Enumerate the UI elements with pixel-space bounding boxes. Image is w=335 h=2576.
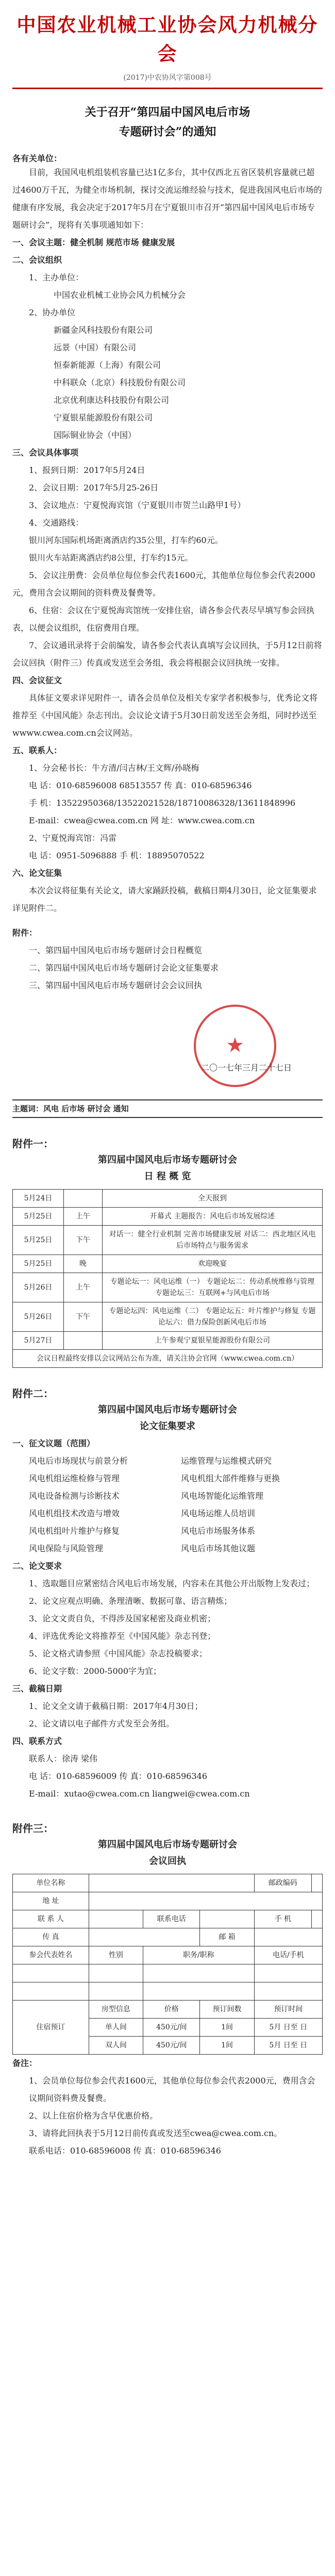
agenda-time	[64, 1332, 103, 1350]
essay-contact-line: E-mail：xutao@cwea.com.cn liangwei@cwea.com.cn	[29, 1789, 250, 1799]
agenda-content: 对话一：健全行业机制 完善市场健康发展 对话二：西北地区风电后市场特点与服务需求	[103, 1226, 323, 1255]
rep-title-field[interactable]	[143, 1964, 255, 1982]
form-label: 联 系 人	[13, 1910, 89, 1928]
requirement-item: 6、论文字数：2000-5000字为宜；	[29, 1666, 162, 1676]
section-organization: 二、会议组织	[12, 255, 62, 265]
note-item: 联系电话：010-68596008 传 真：010-68596346	[29, 2146, 221, 2156]
table-row	[13, 1874, 323, 1892]
rep-gender-field[interactable]	[89, 1982, 143, 2001]
topic-item: 风电机组运维检修与管理	[29, 1473, 120, 1483]
agenda-date: 5月26日	[13, 1302, 64, 1332]
agenda-time	[64, 1190, 103, 1208]
traffic-heading: 4、交通路线：	[29, 518, 84, 528]
topic-item: 风电机组大部件维修与更换	[181, 1473, 280, 1483]
table-row	[13, 2001, 323, 2019]
essay-contact-line: 联系人：徐涛 梁伟	[29, 1754, 98, 1764]
table-row	[13, 1946, 323, 1964]
rep-phone-field[interactable]	[254, 1964, 322, 1982]
essay-requirements-heading: 二、论文要求	[12, 1561, 62, 1571]
contact-line: 电 话：010-68596008 68513557 传 真：010-68596346	[29, 781, 252, 790]
requirement-item: 2、论文应观点明确、条理清晰、数据可靠、语言精炼；	[29, 1596, 232, 1606]
agenda-content: 开幕式 主题报告：风电后市场发展综述	[103, 1208, 323, 1226]
rep-phone-field[interactable]	[254, 1982, 322, 2001]
address-field[interactable]	[89, 1892, 322, 1910]
attachment2-label: 附件二：	[12, 1387, 54, 1400]
traffic-rail: 银川火车站距离酒店约8公里，打车约15元。	[29, 553, 193, 563]
agenda-content: 专题论坛一：风电运维（一） 专题论坛二：传动系统维修与管理 专题论坛三：互联网+与风电后市场	[103, 1273, 323, 1302]
agenda-date: 5月25日	[13, 1208, 64, 1226]
topic-item: 风电后市场服务体系	[181, 1526, 256, 1536]
topic-item: 风电后市场其他议题	[181, 1544, 256, 1553]
agenda-time: 下午	[64, 1302, 103, 1332]
agenda-time: 晚	[64, 1255, 103, 1273]
agenda-date: 5月25日	[13, 1226, 64, 1255]
attachment-item: 二、第四届中国风电后市场专题研讨会论文征集要求	[29, 963, 219, 973]
form-label: 手 机	[254, 1910, 311, 1928]
attachment-item: 三、第四届中国风电后市场专题研讨会会议回执	[29, 980, 203, 990]
section-essay: 四、会议征文	[12, 675, 62, 685]
requirement-item: 1、选取题目应紧密结合风电后市场发展，内容未在其他公开出版物上发表过；	[29, 1579, 315, 1588]
room-price: 450元/间	[143, 2037, 200, 2055]
co-organizer: 远景（中国）有限公司	[54, 343, 137, 352]
table-row	[13, 1332, 323, 1350]
form-label: 职务/职称	[143, 1946, 255, 1964]
intro-paragraph: 目前，我国风电机组装机容量已达1亿多台，其中仅西北五省区装机容量就已超过4600万千瓦，为健全市场机制，探讨交流运维经验与技术，促进我国风电后市场的健康有序发展，我会决定于2017年5月在宁夏银川市召开“第四届中国风电后市场专题研讨会”，现将有关事项通知如下：	[12, 167, 322, 230]
room-count[interactable]: 1间	[200, 2037, 254, 2055]
contact-line: 手 机：13522950368/13522021528/18710086328/13611848996	[29, 798, 296, 808]
section-contact: 五、联系人：	[12, 745, 62, 755]
requirement-item: 4、评选优秀论文将推荐至《中国风能》杂志刊登；	[29, 1631, 216, 1641]
form-label: 单位名称	[13, 1874, 89, 1892]
co-organizer-list	[12, 321, 323, 444]
room-time[interactable]: 5月 日至 日	[254, 2037, 322, 2055]
form-label: 地 址	[13, 1892, 89, 1910]
attachment2-subtitle: 论文征集要求	[140, 1421, 195, 1432]
topic-item: 风电后市场现状与前景分析	[29, 1456, 128, 1466]
agenda-date: 5月24日	[13, 1190, 64, 1208]
form-label: 预订间数	[200, 2001, 254, 2019]
phone-field[interactable]	[200, 1910, 254, 1928]
topic-item: 风电设备检测与诊断技术	[29, 1491, 120, 1501]
table-row	[13, 1982, 323, 2001]
form-label: 电话/手机	[254, 1946, 322, 1964]
form-label: 价格	[143, 2001, 200, 2019]
room-time[interactable]: 5月 日至 日	[254, 2019, 322, 2037]
table-row	[13, 1302, 323, 1332]
form-label: 联系电话	[143, 1910, 200, 1928]
keywords: 主题词：风电 后市场 研讨会 通知	[12, 1104, 129, 1113]
contact-field[interactable]	[89, 1910, 143, 1928]
attachment1-label: 附件一：	[12, 1138, 54, 1150]
sign-date: 二〇一七年三月二十七日	[200, 1063, 292, 1073]
room-type: 双人间	[89, 2037, 143, 2055]
contact-line: E-mail：cwea@cwea.com.cn 网 址：www.cwea.com.cn	[29, 816, 255, 825]
table-row	[13, 1190, 323, 1208]
co-organizer: 新疆金风科技股份有限公司	[54, 325, 153, 335]
agenda-date: 5月25日	[13, 1255, 64, 1273]
requirement-item: 5、论文格式请参照《中国风能》杂志投稿要求；	[29, 1649, 208, 1658]
seal-block	[12, 1005, 323, 1092]
essay-topics-heading: 一、征文议题（范围）	[12, 1438, 95, 1448]
topic-item: 风电场智能化运维管理	[181, 1491, 264, 1501]
form-label: 住宿预订	[13, 2001, 89, 2055]
requirement-item: 3、论文文责自负，不得涉及国家秘密及商业机密；	[29, 1614, 216, 1623]
attachment-item: 一、第四届中国风电后市场专题研讨会日程概览	[29, 945, 203, 955]
attachment-list	[12, 924, 323, 994]
essay-contact-heading: 四、联系方式	[12, 1736, 62, 1746]
table-row	[13, 1208, 323, 1226]
topic-item: 风电机组叶片维护与修复	[29, 1526, 120, 1536]
agenda-content: 欢迎晚宴	[103, 1255, 323, 1273]
co-organizer: 宁夏银星能源股份有限公司	[54, 413, 153, 422]
rep-name-field[interactable]	[13, 1982, 89, 2001]
fax-field[interactable]	[89, 1928, 200, 1946]
attachment3-label: 附件三：	[12, 1822, 54, 1835]
notice-title-line1: 关于召开“第四届中国风电后市场	[85, 106, 250, 119]
agenda-content: 专题论坛四：风电运维（二） 专题论坛五：叶片维护与修复 专题论坛六：借力保险创新风电后市场	[103, 1302, 323, 1332]
agenda-table	[12, 1189, 323, 1368]
notice-title-line2: 专题研讨会”的通知	[119, 125, 216, 139]
room-price: 450元/间	[143, 2019, 200, 2037]
rep-title-field[interactable]	[143, 1982, 255, 2001]
footer-rule-bottom	[12, 1117, 323, 1118]
agenda-time: 下午	[64, 1226, 103, 1255]
agenda-content: 全天报到	[103, 1190, 323, 1208]
co-organizer: 中科联众（北京）科技股份有限公司	[54, 378, 186, 387]
agenda-date: 5月27日	[13, 1332, 64, 1350]
form-label: 邮政编码	[254, 1874, 311, 1892]
section-details: 三、会议具体事项	[12, 448, 79, 457]
table-row	[13, 1255, 323, 1273]
rep-gender-field[interactable]	[89, 1964, 143, 1982]
topic-item: 风电机组技术改造与增效	[29, 1509, 120, 1518]
deadline-item: 2、论文请以电子邮件方式发至会务组。	[29, 1719, 175, 1728]
table-row	[13, 1892, 323, 1910]
agenda-date: 5月26日	[13, 1273, 64, 1302]
register-paragraph: 7、会议通讯录将于会前编发，请各参会代表认真填写会议回执，于5月12日前将会议回执（附件三）传真或发送至会务组，我会将根据会议回执统一安排。	[12, 640, 322, 668]
essay-deadline-paragraph: 本次会议将征集有关论文，请大家踊跃投稿，截稿日期4月30日，论文征集要求详见附件二。	[12, 886, 317, 913]
co-organizer: 恒泰新能源（上海）有限公司	[54, 360, 161, 370]
org-title: 中国农业机械工业协会风力机械分会	[16, 13, 319, 65]
note-item: 1、会员单位每位参会代表1600元，其他单位每位参会代表2000元，费用含会议期间资料费及餐费。	[29, 2076, 315, 2103]
topic-item: 风电保险与风险管理	[29, 1544, 104, 1553]
form-label: 性别	[89, 1946, 143, 1964]
attachment1-title: 第四届中国风电后市场专题研讨会	[98, 1155, 237, 1165]
table-row	[13, 1928, 323, 1946]
red-rule	[12, 88, 323, 89]
host-label: 1、主办单位：	[29, 273, 84, 282]
form-label: 邮 箱	[200, 1928, 254, 1946]
table-row	[13, 1350, 323, 1368]
table-row	[13, 1273, 323, 1302]
traffic-airport: 银川河东国际机场距离酒店约35公里，打车约60元。	[29, 535, 223, 545]
topic-item: 风电场运维人员培训	[181, 1509, 256, 1518]
form-label: 参会代表姓名	[13, 1946, 89, 1964]
topic-item: 运维管理与运维模式研究	[181, 1456, 272, 1466]
table-row	[13, 1964, 323, 1982]
agenda-note: 会议日程最终安排以会议网站公布为准，请关注协会官网（www.cwea.com.cn）	[13, 1350, 323, 1368]
notes-heading: 备注：	[12, 2058, 38, 2068]
note-item: 2、以上住宿价格为含早优惠价格。	[29, 2111, 158, 2121]
essay-paragraph: 具体征文要求详见附件一，请各会员单位及相关专家学者积极参与，优秀论文将推荐至《中国风能》杂志刊出。会议论文请于5月30日前发送至会务组，同时抄送至wwww.cwea.com.cn会议网站。	[12, 693, 318, 738]
agenda-content: 上午参观宁夏银星能源股份有限公司	[103, 1332, 323, 1350]
meeting-time: 2、会议日期：2017年5月25-26日	[29, 483, 159, 493]
form-label: 房型信息	[89, 2001, 143, 2019]
unit-field[interactable]	[89, 1874, 254, 1892]
contact-line: 1、分会秘书长：牛方清/闫吉林/王文辉/孙晓梅	[29, 763, 199, 773]
contact-line: 电 话：0951-5096888 手 机：18895070522	[29, 851, 205, 860]
essay-deadline-heading: 三、截稿日期	[12, 1684, 62, 1693]
note-item: 3、请将此回执表于5月12日前传真或发送至cwea@cwea.com.cn。	[29, 2128, 282, 2138]
host-name: 中国农业机械工业协会风力机械分会	[54, 290, 186, 300]
attachment3-subtitle: 会议回执	[149, 1856, 186, 1867]
section-essay-collection: 六、论文征集	[12, 868, 62, 878]
salutation: 各有关单位：	[12, 154, 62, 163]
official-seal-icon	[194, 1005, 276, 1087]
deadline-item: 1、论文全文请于截稿日期：2017年4月30日；	[29, 1701, 203, 1711]
room-type: 单人间	[89, 2019, 143, 2037]
masthead	[12, 0, 323, 89]
agenda-time: 上午	[64, 1208, 103, 1226]
table-row	[13, 1226, 323, 1255]
table-row	[13, 1910, 323, 1928]
essay-contact-line: 电 话：010-68596009 传 真：010-68596346	[29, 1771, 208, 1781]
attachment2-title: 第四届中国风电后市场专题研讨会	[98, 1404, 237, 1415]
co-organizer-label: 2、协办单位	[29, 308, 76, 317]
report-time: 1、报到日期：2017年5月24日	[29, 465, 145, 475]
venue: 3、会议地点：宁夏悦海宾馆（宁夏银川市贺兰山路甲1号）	[29, 500, 246, 510]
co-organizer: 国际铜业协会（中国）	[54, 430, 137, 440]
doc-number: (2017)中农协风字第008号	[123, 74, 212, 82]
rep-name-field[interactable]	[13, 1964, 89, 1982]
zip-field[interactable]	[311, 1874, 322, 1892]
form-label: 预订时间	[254, 2001, 322, 2019]
notice-title	[12, 103, 323, 142]
fee-paragraph: 5、会议注册费：会员单位每位参会代表1600元，其他单位每位参会代表2000元，费用含会议期间的资料费及餐费等。	[12, 570, 315, 598]
form-label: 传 真	[13, 1928, 89, 1946]
lodging-paragraph: 6、住宿：会议在宁夏悦海宾馆统一安排住宿，请各参会代表尽早填写参会回执表，以便会议组织，住宿费用自理。	[12, 605, 315, 633]
contact-line: 2、宁夏悦海宾馆：冯雷	[29, 833, 117, 843]
attachment3-title: 第四届中国风电后市场专题研讨会	[98, 1839, 237, 1850]
section-theme: 一、会议主题：健全机制 规范市场 健康发展	[12, 238, 175, 247]
co-organizer: 北京优利康达科技股份有限公司	[54, 395, 170, 405]
host-line	[12, 269, 323, 286]
topic-grid	[12, 1452, 323, 1557]
agenda-time: 上午	[64, 1273, 103, 1302]
room-count[interactable]: 1间	[200, 2019, 254, 2037]
seal-star-icon: ★	[226, 1033, 244, 1057]
reply-form-table	[12, 1874, 323, 2055]
attachment1-subtitle: 日 程 概 览	[144, 1171, 191, 1182]
attachment-heading: 附件：	[12, 928, 38, 938]
mobile-field[interactable]	[311, 1910, 322, 1928]
email-field[interactable]	[254, 1928, 322, 1946]
